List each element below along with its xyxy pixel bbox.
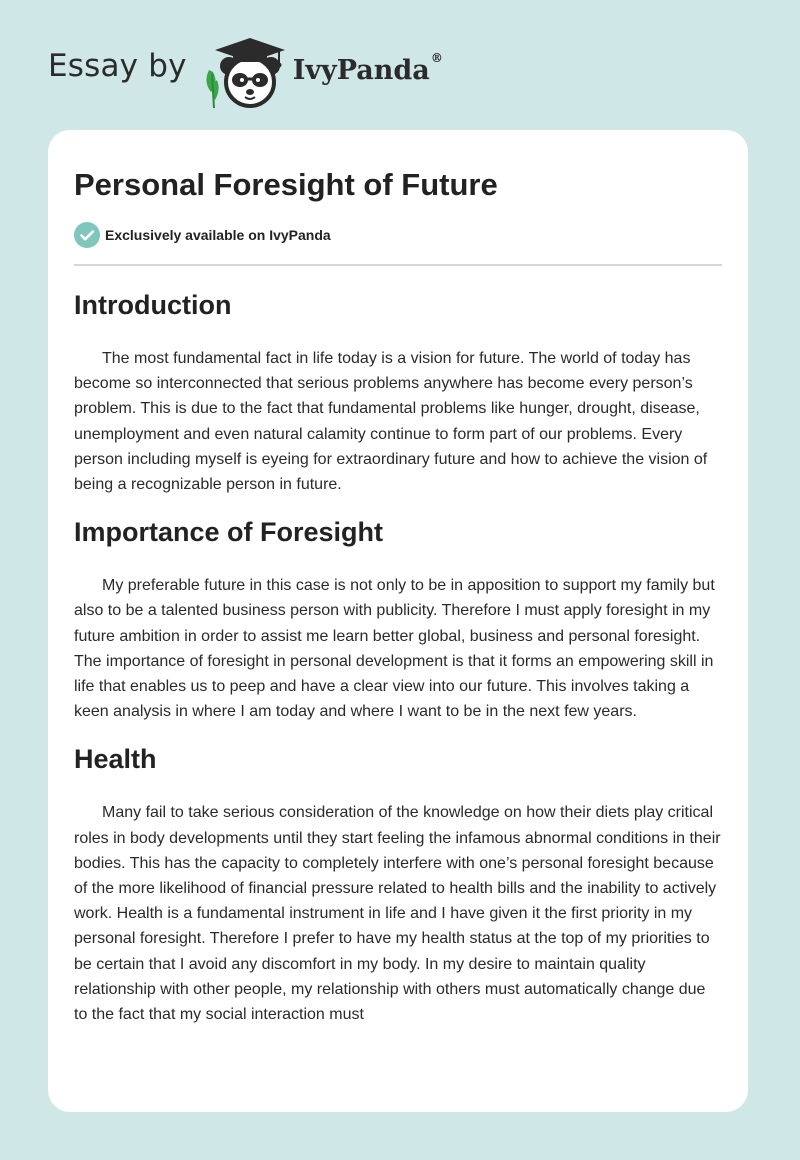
essay-card [48, 130, 748, 1112]
essay-title: Personal Foresight of Future [74, 167, 498, 202]
section-paragraph-introduction: The most fundamental fact in life today is a vision for future. The world of today has become so interconnected that serious problems anywhere has become every person’s problem. This is due to the fact that fundamental problems like hunger, drought, disease, unemployment and even natural calamity continue to form part of our problems. Every person including myself is eyeing for extraordinary future and how to achieve the vision of being a recognizable person in future. [74, 350, 708, 494]
site-header [48, 30, 443, 110]
check-circle-icon [74, 222, 100, 248]
divider [74, 264, 722, 266]
section-paragraph-health: Many fail to take serious consideration of the knowledge on how their diets play critical roles in body developments until they start feeling the infamous abnormal conditions in their bodies. This has the capacity to completely interfere with one’s personal foresight because of the more likelihood of financial pressure related to health bills and the inability to actively work. Health is a fundamental instrument in life and I have given it the first priority in my personal foresight. Therefore I prefer to have my health status at the top of my priorities to be certain that I avoid any discomfort in my body. In my desire to maintain quality relationship with other people, my relationship with others must automatically change due to the fact that my social interaction must [74, 804, 721, 1024]
brand-name[interactable]: IvyPanda® [292, 50, 443, 86]
section-heading-health: Health [74, 744, 157, 775]
badge-text: Exclusively available on IvyPanda [105, 227, 331, 243]
section-heading-introduction: Introduction [74, 290, 232, 320]
panda-graduate-icon[interactable] [199, 30, 291, 110]
exclusive-badge [74, 222, 722, 248]
registered-mark: ® [430, 50, 443, 65]
section-paragraph-importance: My preferable future in this case is not only to be in apposition to support my family but also to be a talented business person with publicity. Therefore I must apply foresight in my future ambition in order to assist me learn better global, business and personal foresight. The importance of foresight in personal development is that it forms an empowering skill in life that enables us to peep and have a clear view into our future. This involves taking a keen analysis in where I am today and where I want to be in the next few years. [74, 577, 715, 721]
brand-prefix: Essay by [48, 48, 187, 84]
section-heading-importance: Importance of Foresight [74, 517, 384, 548]
